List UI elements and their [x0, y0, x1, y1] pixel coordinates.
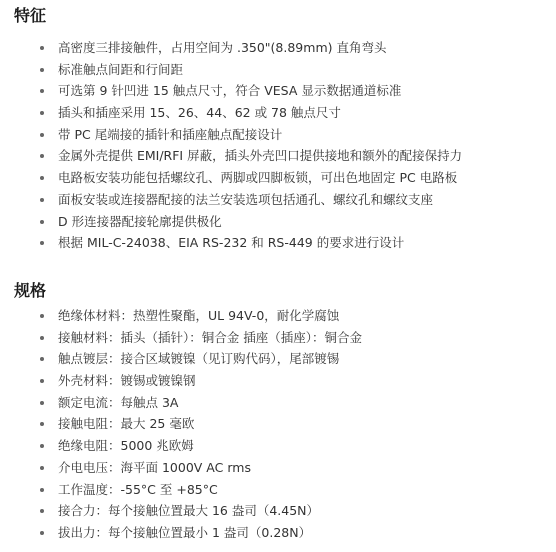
bullet-icon — [40, 401, 44, 405]
bullet-icon — [40, 198, 44, 202]
bullet-icon — [40, 444, 44, 448]
list-item — [0, 392, 556, 414]
list-item-text: 拔出力：每个接触位置最小 1 盎司（0.28N） — [58, 524, 312, 540]
bullet-icon — [40, 357, 44, 361]
list-item — [0, 327, 556, 349]
list-item-text: 绝缘体材料：热塑性聚酯，UL 94V-0，耐化学腐蚀 — [58, 308, 340, 323]
list-item-text: 标准触点间距和行间距 — [58, 61, 184, 77]
list-item — [0, 522, 556, 544]
bullet-icon — [40, 509, 44, 513]
bullet-icon — [40, 89, 44, 93]
list-item-text: 额定电流：每触点 3A — [58, 394, 179, 410]
features-heading: 特征 — [14, 6, 47, 25]
list-item — [0, 102, 556, 124]
list-item — [0, 124, 556, 146]
list-item — [0, 305, 556, 327]
bullet-icon — [40, 133, 44, 137]
list-item — [0, 189, 556, 211]
list-item — [0, 37, 556, 59]
list-item — [0, 167, 556, 189]
bullet-icon — [40, 220, 44, 224]
list-item-text: 高密度三排接触件，占用空间为 .350"(8.89mm) 直角弯头 — [58, 40, 387, 55]
list-item — [0, 413, 556, 435]
bullet-icon — [40, 466, 44, 470]
list-item — [0, 211, 556, 233]
list-item — [0, 500, 556, 522]
list-item — [0, 59, 556, 81]
list-item-text: 电路板安装功能包括螺纹孔、两脚或四脚板锁，可出色地固定 PC 电路板 — [58, 170, 458, 186]
list-item-text: 接触材料：插头（插针）：铜合金 插座（插座）：铜合金 — [58, 329, 362, 345]
list-item-text: 插头和插座采用 15、26、44、62 或 78 触点尺寸 — [58, 105, 341, 121]
list-item — [0, 479, 556, 501]
list-item-text: D 形连接器配接轮廓提供极化 — [58, 213, 222, 229]
bullet-icon — [40, 422, 44, 426]
list-item — [0, 457, 556, 479]
bullet-icon — [40, 46, 44, 50]
specs-list — [0, 305, 556, 544]
bullet-icon — [40, 176, 44, 180]
features-list — [0, 37, 556, 254]
list-item-text: 带 PC 尾端接的插针和插座触点配接设计 — [58, 126, 283, 142]
specs-heading: 规格 — [14, 281, 47, 300]
list-item-text: 绝缘电阻：5000 兆欧姆 — [58, 438, 194, 454]
list-item — [0, 232, 556, 254]
list-item — [0, 370, 556, 392]
bullet-icon — [40, 111, 44, 115]
bullet-icon — [40, 531, 44, 535]
list-item — [0, 80, 556, 102]
bullet-icon — [40, 241, 44, 245]
bullet-icon — [40, 379, 44, 383]
bullet-icon — [40, 68, 44, 72]
bullet-icon — [40, 488, 44, 492]
list-item — [0, 348, 556, 370]
bullet-icon — [40, 314, 44, 318]
list-item — [0, 435, 556, 457]
list-item-text: 面板安装或连接器配接的法兰安装选项包括通孔、螺纹孔和螺纹支座 — [58, 191, 434, 207]
bullet-icon — [40, 336, 44, 340]
list-item — [0, 145, 556, 167]
list-item-text: 触点镀层：接合区域镀镍（见订购代码），尾部镀锡 — [58, 351, 340, 367]
list-item-text: 可选第 9 针凹进 15 触点尺寸，符合 VESA 显示数据通道标准 — [58, 83, 402, 99]
list-item-text: 工作温度：-55°C 至 +85°C — [58, 481, 218, 497]
list-item-text: 外壳材料：镀锡或镀镍钢 — [58, 373, 196, 389]
list-item-text: 接触电阻：最大 25 毫欧 — [58, 416, 195, 432]
list-item-text: 金属外壳提供 EMI/RFI 屏蔽，插头外壳凹口提供接地和额外的配接保持力 — [58, 148, 463, 164]
list-item-text: 根据 MIL-C-24038、EIA RS-232 和 RS-449 的要求进行设计 — [58, 235, 405, 251]
list-item-text: 接合力：每个接触位置最大 16 盎司（4.45N） — [58, 503, 320, 519]
bullet-icon — [40, 154, 44, 158]
list-item-text: 介电电压：海平面 1000V AC rms — [58, 459, 251, 475]
